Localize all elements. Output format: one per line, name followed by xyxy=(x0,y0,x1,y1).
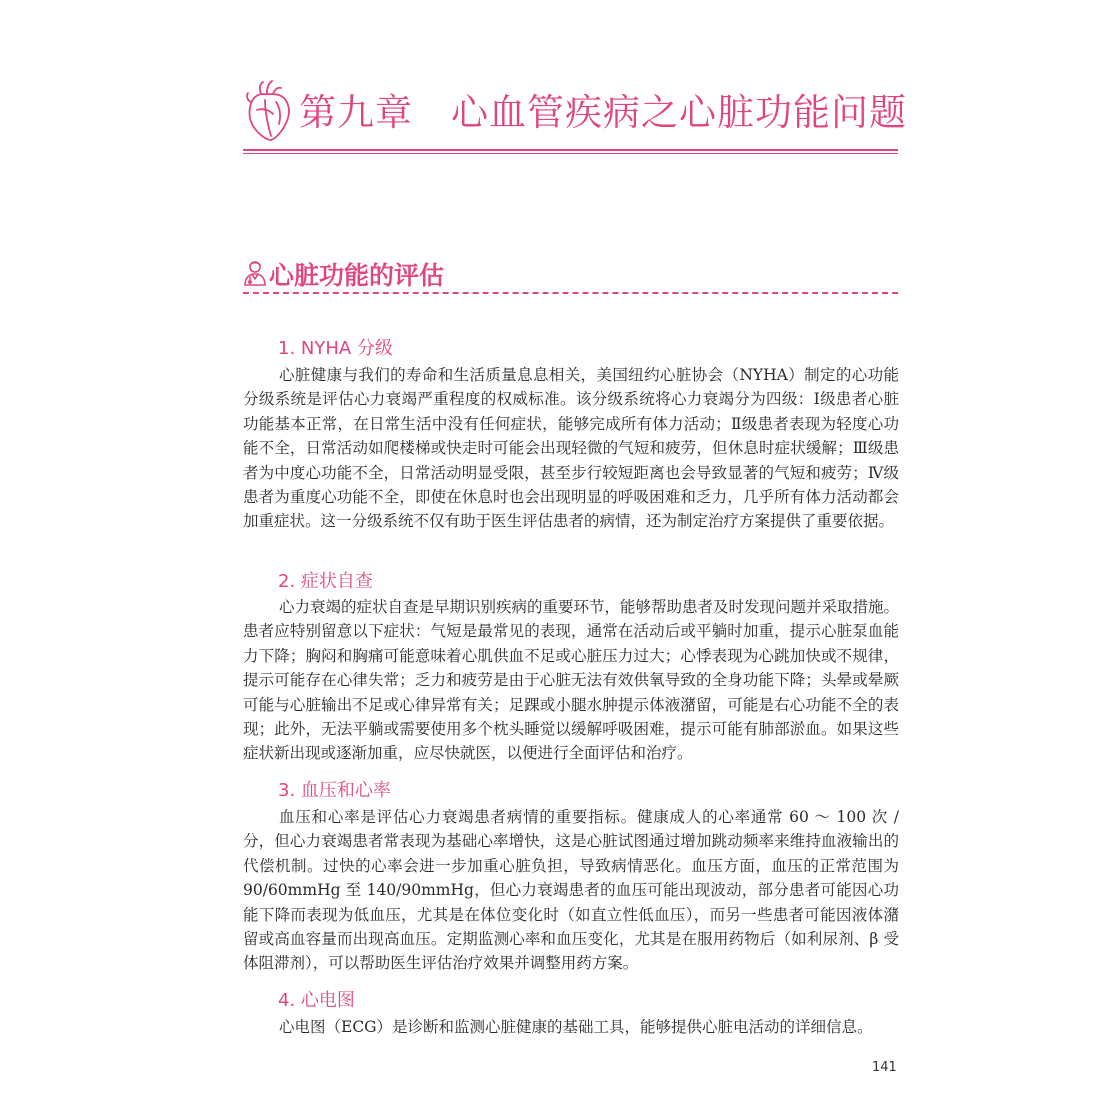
doctor-icon xyxy=(243,260,267,286)
chapter-divider xyxy=(243,149,898,155)
chapter-title: 第九章 心血管疾病之心脏功能问题 xyxy=(299,91,907,134)
subsection-body: 血压和心率是评估心力衰竭患者病情的重要指标。健康成人的心率通常 60 ～ 100 次 / 分，但心力衰竭患者常表现为基础心率增快，这是心脏试图通过增加跳动频率来维持血液输出的代偿机制。过快的心率会进一步加重心脏负担，导致病情恶化。血压方面，血压的正常范围为 90/60mmHg 至 140/90mmHg，但心力衰竭患者的血压可能出现波动，部分患者可能因心功能下降而表现为低血压，尤其是在体位变化时（如直立性低血压），而另一些患者可能因液体潴留或高血容量而出现高血压。定期监测心率和血压变化，尤其是在服用药物后（如利尿剂、β 受体阻滞剂），可以帮助医生评估治疗效果并调整用药方案。 xyxy=(243,808,899,973)
subsection-heading: 2. 症状自查 xyxy=(278,571,373,592)
subsection-heading: 3. 血压和心率 xyxy=(278,780,391,801)
subsection-heading: 4. 心电图 xyxy=(278,990,355,1011)
subsection-body: 心力衰竭的症状自查是早期识别疾病的重要环节，能够帮助患者及时发现问题并采取措施。患者应特别留意以下症状：气短是最常见的表现，通常在活动后或平躺时加重，提示心脏泵血能力下降；胸闷和胸痛可能意味着心肌供血不足或心脏压力过大；心悸表现为心跳加快或不规律，提示可能存在心律失常；乏力和疲劳是由于心脏无法有效供氧导致的全身功能下降；头晕或晕厥可能与心脏输出不足或心律异常有关；足踝或小腿水肿提示体液潴留，可能是右心功能不全的表现；此外，无法平躺或需要使用多个枕头睡觉以缓解呼吸困难，提示可能有肺部淤血。如果这些症状新出现或逐渐加重，应尽快就医，以便进行全面评估和治疗。 xyxy=(243,598,900,763)
subsection-heading: 1. NYHA 分级 xyxy=(278,338,393,359)
subsection-body: 心电图（ECG）是诊断和监测心脏健康的基础工具，能够提供心脏电活动的详细信息。 xyxy=(279,1018,873,1036)
section-divider xyxy=(243,292,898,294)
page-number: 141 xyxy=(872,1060,897,1075)
heart-icon xyxy=(243,80,293,142)
chapter-header xyxy=(243,78,907,158)
subsection-body: 心脏健康与我们的寿命和生活质量息息相关，美国纽约心脏协会（NYHA）制定的心功能分级系统是评估心力衰竭严重程度的权威标准。该分级系统将心力衰竭分为四级：Ⅰ级患者心脏功能基本正常，在日常生活中没有任何症状，能够完成所有体力活动；Ⅱ级患者表现为轻度心功能不全，日常活动如爬楼梯或快走时可能会出现轻微的气短和疲劳，但休息时症状缓解；Ⅲ级患者为中度心功能不全，日常活动明显受限，甚至步行较短距离也会导致显著的气短和疲劳；Ⅳ级患者为重度心功能不全，即使在休息时也会出现明显的呼吸困难和乏力，几乎所有体力活动都会加重症状。这一分级系统不仅有助于医生评估患者的病情，还为制定治疗方案提供了重要依据。 xyxy=(243,366,899,531)
section-title: 心脏功能的评估 xyxy=(269,261,445,290)
section-header xyxy=(243,256,898,296)
